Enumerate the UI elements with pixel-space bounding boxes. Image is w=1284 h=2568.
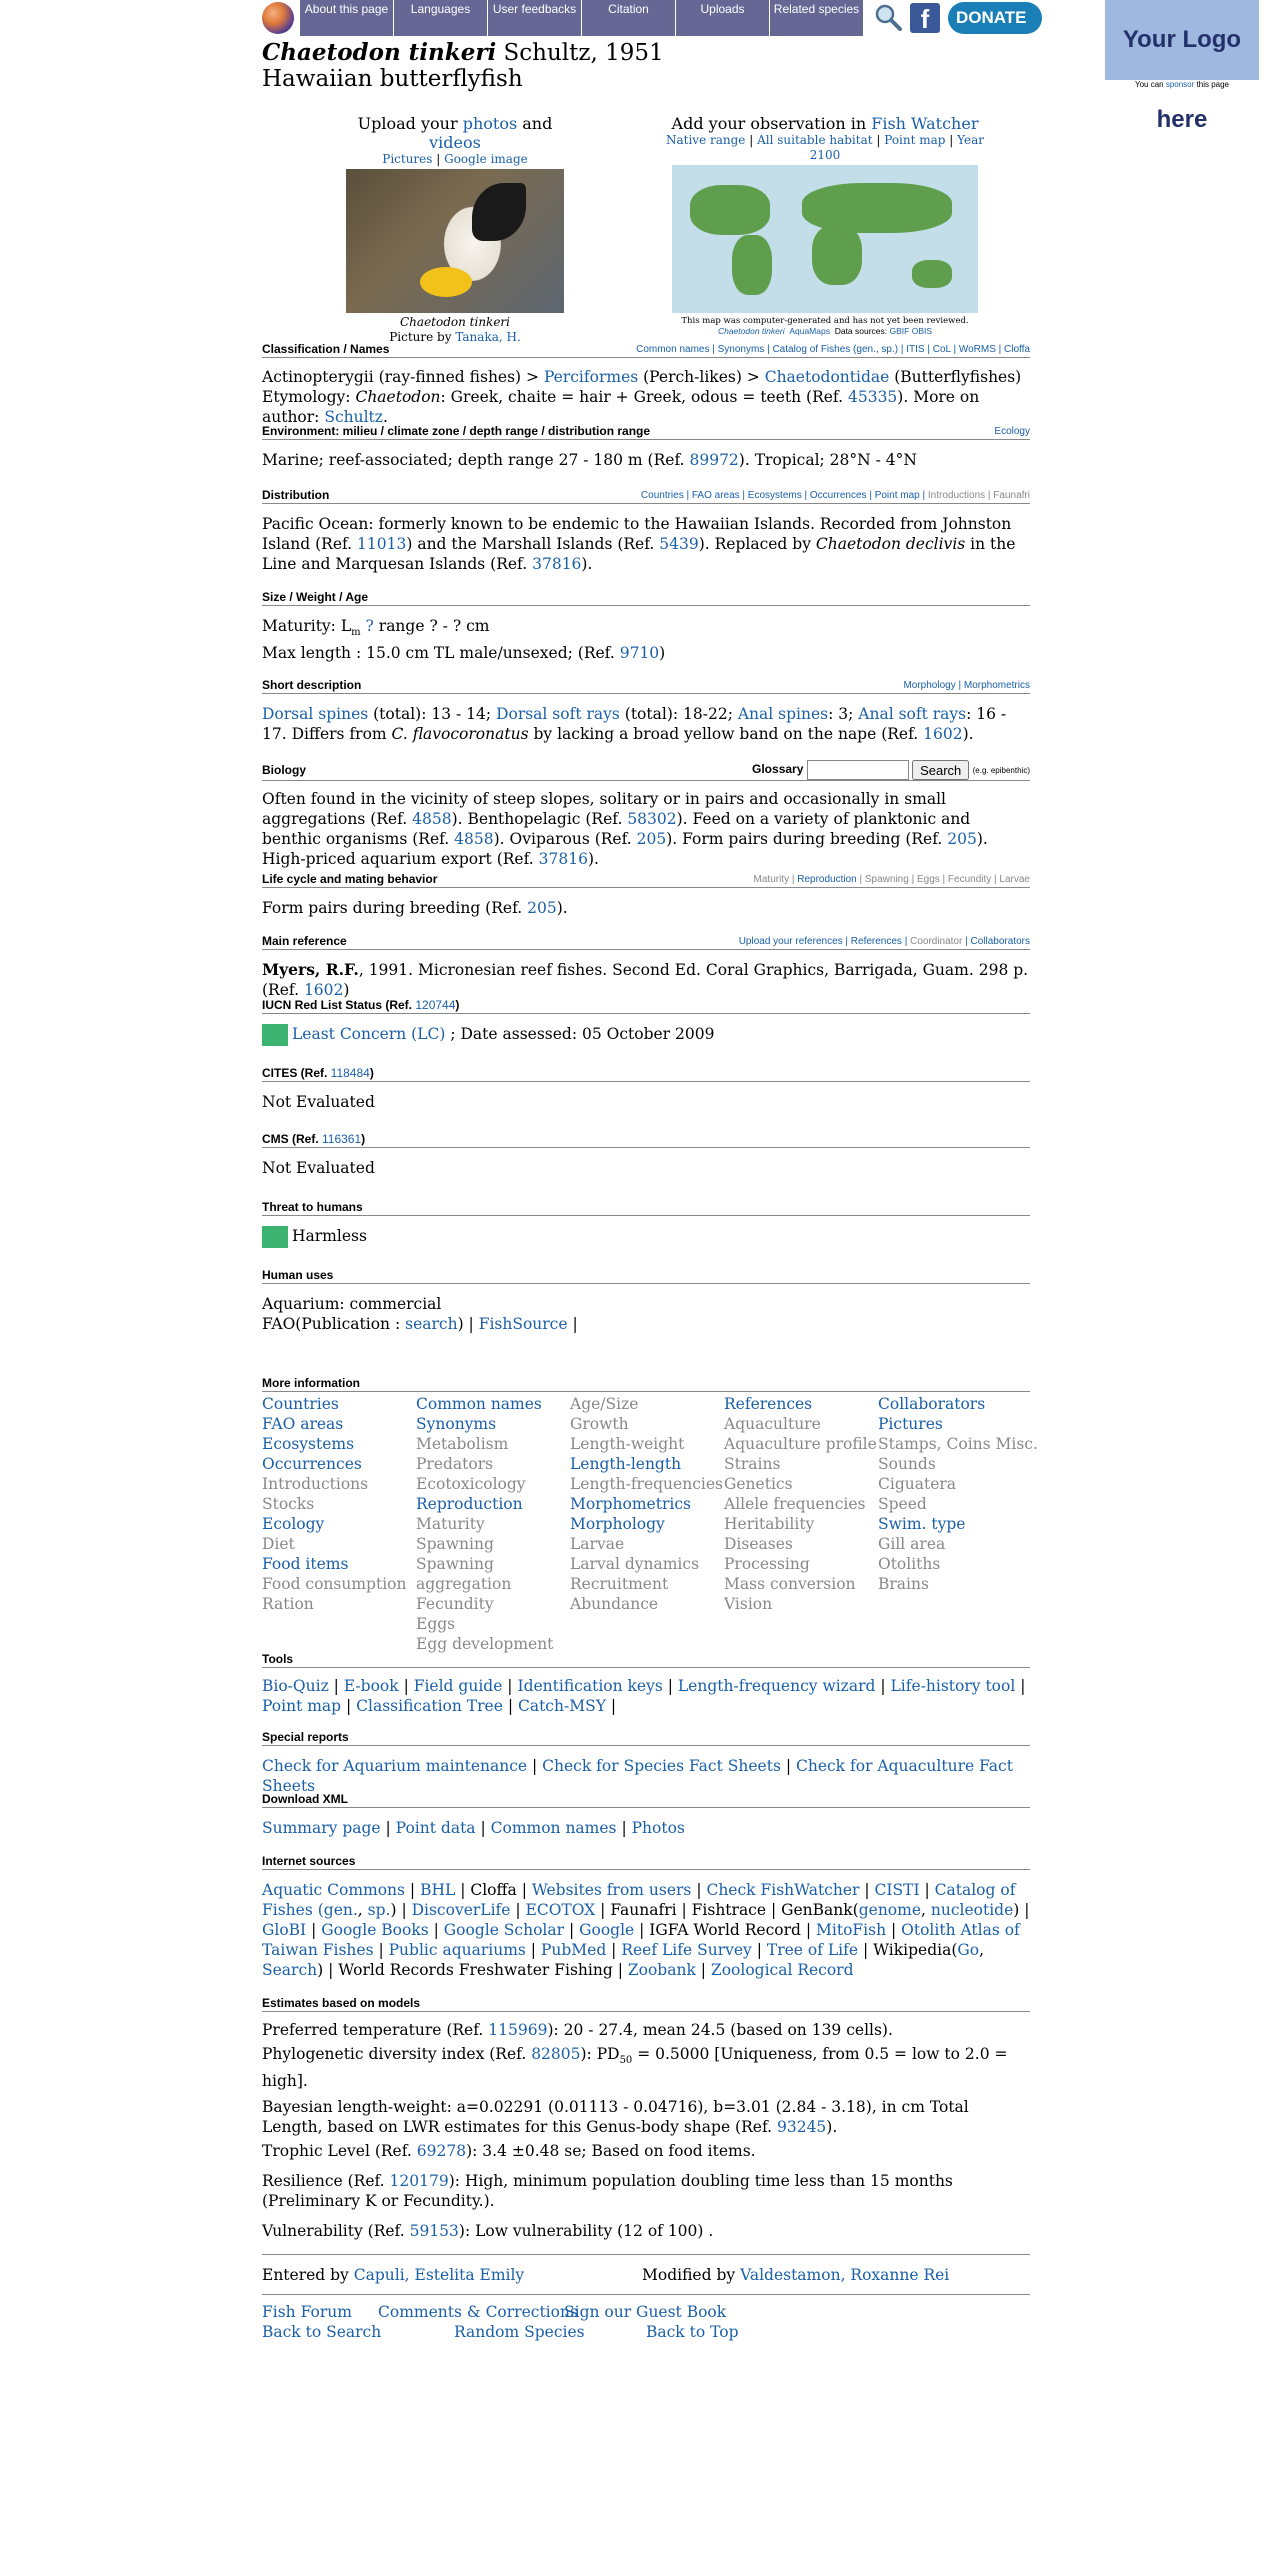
ref-link[interactable]: 115969	[488, 2021, 548, 2039]
photo-panel: Upload your photos and videos Pictures | Google image Chaetodon tinkeri Picture by Tanaka, H.	[330, 114, 580, 345]
internet-source-item[interactable]: BHL	[420, 1881, 456, 1899]
internet-source-item[interactable]: Go	[957, 1941, 980, 1959]
more-info-item: aggregation	[416, 1575, 512, 1593]
life-cycle-section: Life cycle and mating behavior Maturity | Reproduction | Spawning | Eggs | Fecundity | Larvae Form pairs during breeding (Ref. 205).	[262, 872, 1030, 917]
ref-link[interactable]: 11013	[357, 535, 407, 553]
more-info-item: Age/Size	[570, 1395, 639, 1413]
map-panel: Add your observation in Fish Watcher Native range | All suitable habitat | Point map | Year 2100 This map was computer-generated and has not yet been reviewed. Chaetodon tinkeri AquaMaps Data sources: GBIF OBIS	[660, 114, 990, 336]
cites-section: CITES (Ref. 118484) Not Evaluated	[262, 1066, 1030, 1112]
more-info-column	[262, 1394, 416, 1654]
internet-source-item[interactable]: Check FishWatcher	[706, 1881, 860, 1899]
suitable-habitat-link[interactable]: All suitable habitat	[757, 133, 873, 147]
internet-source-item[interactable]: genome	[858, 1901, 921, 1919]
guest-book-link[interactable]: Sign our Guest Book	[564, 2303, 727, 2321]
ref-link[interactable]: 37816	[532, 555, 582, 573]
internet-source-item[interactable]: DiscoverLife	[411, 1901, 511, 1919]
facebook-icon[interactable]: f	[910, 3, 940, 33]
ref-link[interactable]: 120179	[389, 2172, 449, 2191]
download-xml-section: Download XML Summary page | Point data | Common names | Photos	[262, 1792, 1030, 1838]
back-to-top-link[interactable]: Back to Top	[646, 2323, 739, 2341]
internet-source-item[interactable]: CISTI	[874, 1881, 920, 1899]
more-info-item: Larvae	[570, 1535, 625, 1553]
more-info-item: Diet	[262, 1535, 295, 1553]
list-link[interactable]: Check for Species Fact Sheets	[542, 1757, 781, 1775]
upload-videos-link[interactable]: videos	[429, 133, 481, 152]
biology-section: Biology Glossary Search (e.g. epibenthic) Often found in the vicinity of steep slopes, solitary or in pairs and occasionally in small aggregations (Ref. 4858). Benthopelagic (Ref. 58302). Feed on a variety of planktonic and benthic organisms (Ref. 4858). Oviparous (Ref. 205). Form pairs during breeding (Ref. 205). High-priced aquarium export (Ref. 37816).	[262, 760, 1030, 869]
more-info-item[interactable]: Pictures	[878, 1415, 943, 1433]
more-info-column	[724, 1394, 878, 1654]
internet-source-item: Fishtrace	[691, 1901, 767, 1919]
special-reports-section: Special reports Check for Aquarium maintenance | Check for Species Fact Sheets | Check for Aquaculture Fact Sheets	[262, 1730, 1030, 1796]
more-info-item: Ecotoxicology	[416, 1475, 526, 1493]
obis-link[interactable]: OBIS	[911, 326, 933, 336]
dorsal-spines-link[interactable]: Dorsal spines	[262, 705, 369, 723]
iucn-status-link[interactable]: Least Concern (LC)	[292, 1025, 446, 1043]
more-info-item[interactable]: Food items	[262, 1555, 349, 1573]
donate-button[interactable]: DONATE	[948, 2, 1042, 34]
modified-by-link[interactable]: Valdestamon, Roxanne Rei	[740, 2266, 950, 2284]
ref-link[interactable]: 4858	[412, 810, 452, 828]
list-link[interactable]: Catch-MSY	[517, 1697, 606, 1715]
internet-source-item: IGFA World Record	[649, 1921, 801, 1939]
more-info-item[interactable]: Synonyms	[416, 1415, 497, 1433]
map-species-link[interactable]: Chaetodon tinkeri	[717, 326, 785, 336]
more-info-item: Larval dynamics	[570, 1555, 700, 1573]
internet-source-item[interactable]: gen.	[323, 1901, 358, 1919]
more-info-item: Genetics	[724, 1475, 793, 1493]
ecology-link[interactable]: Ecology	[994, 426, 1030, 437]
internet-source-item[interactable]: sp.	[367, 1901, 391, 1919]
list-link[interactable]: Identification keys	[517, 1677, 663, 1695]
fishbase-globe-logo[interactable]	[262, 2, 294, 34]
author-link[interactable]: Schultz	[324, 408, 383, 426]
glossary-input[interactable]	[807, 760, 909, 780]
ref-link[interactable]: 93245	[776, 2118, 827, 2137]
native-range-link[interactable]: Native range	[665, 133, 746, 147]
ref-link[interactable]: 4858	[454, 830, 494, 848]
internet-source-item: Faunafri	[610, 1901, 677, 1919]
main-reference-section: Main reference Upload your references | References | Coordinator | Collaborators Myers, R.F., 1991. Micronesian reef fishes. Second Ed. Coral Graphics, Barrigada, Guam. 298 p. (Ref. 1602)	[262, 934, 1030, 999]
nav-tab-citation[interactable]: Citation	[582, 0, 676, 36]
list-link[interactable]: Point map	[262, 1697, 342, 1715]
internet-source-item[interactable]: Tree of Life	[766, 1941, 859, 1959]
more-info-item: Growth	[570, 1415, 629, 1433]
more-info-item: Processing	[724, 1555, 810, 1573]
more-info-column	[878, 1394, 1038, 1654]
internet-source-item: ,	[979, 1941, 985, 1959]
nav-tab-uploads[interactable]: Uploads	[676, 0, 770, 36]
more-info-item: Aquaculture	[724, 1415, 821, 1433]
more-info-item: Allele frequencies	[724, 1495, 866, 1513]
more-info-item: Heritability	[724, 1515, 815, 1533]
ref-link[interactable]: 82805	[531, 2045, 581, 2063]
etymology-line: Etymology: Chaetodon: Greek, chaite = hair + Greek, odous = teeth (Ref. 45335). More on author: Schultz.	[262, 388, 980, 426]
sponsor-note: You can sponsor this page	[1134, 80, 1229, 89]
internet-source-item: GenBank(	[781, 1901, 859, 1919]
reference-links[interactable]: Upload your references | References |	[738, 936, 911, 947]
internet-source-item[interactable]: Websites from users	[531, 1881, 692, 1899]
ref-link[interactable]: 89972	[689, 451, 739, 469]
more-information-section: More information Countries FAO areas Ecosystems Occurrences Introductions Stocks Ecology Diet Food items Food consumption Ration Common names Synonyms Metabolism Predators Ecotoxicology Reproduction Maturity Spawning Spawning aggregation Fecundity Eggs Egg development Age/Size Growth Length-weight Length-length Length-frequencies Morphometrics Morphology Larvae Larval dynamics Recruitment Abundance References Aquaculture Aquaculture profile Strains Genetics Allele frequencies Heritability Diseases Processing Mass conversion Vision Collaborators Pictures Stamps, Coins Misc. Sounds Ciguatera Speed Swim. type Gill area Otoliths Brains	[262, 1376, 1038, 1653]
internet-source-item[interactable]: Google Books	[321, 1921, 429, 1939]
more-info-item: Food consumption	[262, 1575, 407, 1593]
internet-source-item[interactable]: PubMed	[540, 1941, 607, 1959]
more-info-item: Spawning	[416, 1555, 494, 1573]
internet-source-item: Wikipedia(	[873, 1941, 958, 1959]
more-info-item[interactable]: Occurrences	[262, 1455, 362, 1473]
random-species-link[interactable]: Random Species	[454, 2323, 585, 2341]
nav-tab-user-feedbacks[interactable]: User feedbacks	[488, 0, 582, 36]
internet-source-item: Cloffa	[470, 1881, 517, 1899]
more-info-item: Sounds	[878, 1455, 936, 1473]
ref-link[interactable]: 59153	[409, 2222, 459, 2241]
more-info-item[interactable]: Reproduction	[416, 1495, 523, 1513]
distribution-section: Distribution Countries | FAO areas | Ecosystems | Occurrences | Point map | Introductions | Faunafri Pacific Ocean: formerly known to be endemic to the Hawaiian Islands. Recorded from Johnston Island (Ref. 11013) and the Marshall Islands (Ref. 5439). Replaced by Chaetodon declivis in the Line and Marquesan Islands (Ref. 37816).	[262, 488, 1030, 573]
fish-watcher-link[interactable]: Fish Watcher	[871, 114, 979, 133]
internet-source-item[interactable]: nucleotide	[930, 1901, 1014, 1919]
species-author: Schultz, 1951	[496, 40, 664, 66]
ref-link[interactable]: 45335	[847, 388, 898, 406]
upload-photos-link[interactable]: photos	[462, 114, 518, 133]
more-info-item: Maturity	[416, 1515, 485, 1533]
more-info-item[interactable]: Collaborators	[878, 1395, 986, 1413]
ref-link[interactable]: 205	[527, 899, 557, 917]
ref-link[interactable]: 58302	[627, 810, 677, 828]
ref-link[interactable]: 118484	[330, 1066, 370, 1080]
photo-caption: Chaetodon tinkeri	[400, 315, 510, 329]
sponsor-logo-placeholder[interactable]: Your Logo here	[1105, 0, 1259, 80]
internet-source-item: ,	[921, 1901, 931, 1919]
perciformes-link[interactable]: Perciformes	[543, 368, 639, 386]
google-image-link[interactable]: Google image	[444, 152, 528, 166]
more-info-item: Introductions	[262, 1475, 369, 1493]
more-info-item: Length-weight	[570, 1435, 685, 1453]
more-info-item: Eggs	[416, 1615, 456, 1633]
reproduction-link[interactable]: Reproduction	[797, 874, 857, 885]
more-info-item[interactable]: Countries	[262, 1395, 339, 1413]
list-link[interactable]: Length-frequency wizard	[677, 1677, 876, 1695]
cms-section: CMS (Ref. 116361) Not Evaluated	[262, 1132, 1030, 1178]
internet-source-item: ,	[357, 1901, 368, 1919]
internet-source-item[interactable]: MitoFish	[816, 1921, 887, 1939]
internet-source-item[interactable]: Aquatic Commons	[262, 1881, 405, 1899]
ref-link[interactable]: 69278	[416, 2142, 467, 2161]
point-map-link[interactable]: Point map	[884, 133, 946, 147]
internet-source-item[interactable]: Zoobank	[627, 1961, 696, 1979]
ref-link[interactable]: 37816	[538, 850, 588, 868]
more-info-item[interactable]: Common names	[416, 1395, 542, 1413]
more-info-item: Abundance	[570, 1595, 659, 1613]
more-info-item[interactable]: Length-length	[570, 1455, 682, 1473]
status-color-square	[262, 1024, 288, 1046]
more-info-item[interactable]: Morphometrics	[570, 1495, 691, 1513]
top-bar	[262, 0, 1042, 36]
anal-soft-rays-link[interactable]: Anal soft rays	[858, 705, 967, 723]
internet-source-item[interactable]: Google Scholar	[443, 1921, 565, 1939]
list-link[interactable]: Photos	[631, 1819, 685, 1837]
more-info-item: Strains	[724, 1455, 781, 1473]
glossary-search-button[interactable]: Search	[912, 760, 969, 780]
internet-source-item: )	[390, 1901, 397, 1919]
more-info-item: Recruitment	[570, 1575, 669, 1593]
classification-line: Actinopterygii (ray-finned fishes) > Perciformes (Perch-likes) > Chaetodontidae (Butterflyfishes)	[262, 368, 1022, 386]
anal-spines-link[interactable]: Anal spines	[737, 705, 829, 723]
fish-photo[interactable]	[346, 169, 564, 313]
distribution-links[interactable]: Countries | FAO areas | Ecosystems | Occurrences | Point map |	[640, 490, 928, 501]
ref-link[interactable]: 9710	[619, 644, 660, 663]
more-info-item: Stocks	[262, 1495, 315, 1513]
tools-section: Tools Bio-Quiz | E-book | Field guide | Identification keys | Length-frequency wizard | Life-history tool | Point map | Classification Tree | Catch-MSY |	[262, 1652, 1030, 1716]
more-info-column	[570, 1394, 724, 1654]
dorsal-soft-rays-link[interactable]: Dorsal soft rays	[496, 705, 620, 723]
back-to-search-link[interactable]: Back to Search	[262, 2323, 382, 2341]
more-info-item: Diseases	[724, 1535, 793, 1553]
iucn-section: IUCN Red List Status (Ref. 120744) Least Concern (LC) ; Date assessed: 05 October 2009	[262, 998, 1030, 1046]
ref-link[interactable]: 205	[636, 830, 667, 848]
more-info-item: Speed	[878, 1495, 927, 1513]
internet-source-item[interactable]: Zoological Record	[710, 1961, 854, 1979]
chaetodontidae-link[interactable]: Chaetodontidae	[764, 368, 890, 386]
section-heading: Classification / Names Common names | Synonyms | Catalog of Fishes (gen., sp.) | ITIS | CoL | WoRMS | Cloffa	[262, 342, 1030, 356]
year-2100-link[interactable]: Year 2100	[809, 133, 985, 162]
morphology-links[interactable]: Morphology | Morphometrics	[903, 680, 1030, 691]
more-info-item: Gill area	[878, 1535, 946, 1553]
threat-section: Threat to humans Harmless	[262, 1200, 1030, 1248]
estimates-section: Estimates based on models Preferred temperature (Ref. 115969): 20 - 27.4, mean 24.5 (based on 139 cells). Phylogenetic diversity index (Ref. 82805): $PD_{50} = 0.5000$ [Uniqueness, from 0.5 = low to 2.0 = high]. Bayesian length-weight: a=0.02291 (0.01113 - 0.04716), b=3.01 (2.84 - 3.18), in cm Total Length, based on LWR estimates for this Genus-body shape (Ref. 93245). Trophic Level (Ref. 69278): 3.4 ±0.48 se; Based on food items. Resilience (Ref. 120179): High, minimum population doubling time less than 15 months (Preliminary K or Fecundity.). Vulnerability (Ref. 59153): Low vulnerability (12 of 100) .	[262, 1996, 1030, 2241]
more-info-item: Length-frequencies	[570, 1475, 723, 1493]
more-info-item: Aquaculture profile	[724, 1435, 877, 1453]
list-link[interactable]: Check for Aquarium maintenance	[262, 1757, 528, 1775]
nav-tab-languages[interactable]: Languages	[394, 0, 488, 36]
internet-source-item[interactable]: GloBI	[262, 1921, 307, 1939]
internet-source-item: World Records Freshwater Fishing	[338, 1961, 613, 1979]
more-info-item[interactable]: References	[724, 1395, 813, 1413]
pictures-link[interactable]: Pictures	[382, 152, 433, 166]
environment-section: Environment: milieu / climate zone / depth range / distribution range Ecology Marine; reef-associated; depth range 27 - 180 m (Ref. 89972). Tropical; 28°N - 4°N	[262, 424, 1030, 469]
more-info-item: Mass conversion	[724, 1575, 856, 1593]
gbif-link[interactable]: GBIF	[889, 326, 910, 336]
size-section: Size / Weight / Age Maturity: $L_m$ ? range ? - ? cm Max length : 15.0 cm TL male/unsexed; (Ref. 9710)	[262, 590, 1030, 663]
more-info-item: Stamps, Coins Misc.	[878, 1435, 1038, 1453]
list-link[interactable]: Classification Tree	[356, 1697, 503, 1715]
ref-link[interactable]: 5439	[659, 535, 699, 553]
more-info-item: Ciguatera	[878, 1475, 957, 1493]
more-information-grid	[262, 1394, 1038, 1654]
more-info-column	[416, 1394, 570, 1654]
list-link[interactable]: E-book	[343, 1677, 399, 1695]
list-link[interactable]: Life-history tool	[890, 1677, 1016, 1695]
maturity-link[interactable]: ?	[360, 617, 374, 635]
internet-source-item[interactable]: Public aquariums	[388, 1941, 526, 1959]
more-info-item[interactable]: Ecology	[262, 1515, 325, 1533]
more-info-item: Vision	[724, 1595, 773, 1613]
more-info-item[interactable]: Swim. type	[878, 1515, 966, 1533]
ref-link[interactable]: 1602	[923, 725, 963, 743]
more-info-item: Ration	[262, 1595, 314, 1613]
main-nav	[300, 0, 864, 36]
internet-source-item[interactable]: Otolith Atlas of Taiwan Fishes	[262, 1921, 1020, 1959]
internet-source-item: )	[1013, 1901, 1020, 1919]
more-info-item: Otoliths	[878, 1555, 941, 1573]
threat-color-square	[262, 1226, 288, 1248]
more-info-item[interactable]: Ecosystems	[262, 1435, 355, 1453]
nav-tab-related-species[interactable]: Related species	[770, 0, 864, 36]
internet-source-item[interactable]: Reef Life Survey	[621, 1941, 752, 1959]
common-name: Hawaiian butterflyfish	[262, 66, 523, 92]
ref-link[interactable]: 120744	[415, 998, 456, 1012]
internet-source-item[interactable]: Search	[262, 1961, 318, 1979]
page-title	[262, 40, 664, 92]
more-info-item: Fecundity	[416, 1595, 494, 1613]
aquamaps-link[interactable]: AquaMaps	[789, 326, 830, 336]
fao-search-link[interactable]: search	[405, 1315, 458, 1333]
human-uses-section: Human uses Aquarium: commercial FAO(Publication : search) | FishSource |	[262, 1268, 1030, 1334]
more-info-item: Spawning	[416, 1535, 494, 1553]
more-info-item: Predators	[416, 1455, 494, 1473]
classification-links[interactable]: Common names | Synonyms | Catalog of Fishes (gen., sp.) | ITIS | CoL | WoRMS | Cloffa	[636, 344, 1030, 355]
species-name: Chaetodon tinkeri	[262, 39, 497, 66]
list-link[interactable]: Common names	[490, 1819, 617, 1837]
ref-link[interactable]: 205	[947, 830, 977, 848]
internet-source-item: )	[317, 1961, 324, 1979]
ref-link[interactable]: 116361	[322, 1132, 362, 1146]
map-note: This map was computer-generated and has not yet been reviewed.	[681, 316, 969, 326]
photographer-link[interactable]: Tanaka, H.	[455, 330, 521, 344]
fish-forum-link[interactable]: Fish Forum	[262, 2303, 352, 2321]
search-icon[interactable]	[874, 3, 902, 31]
ref-link[interactable]: 1602	[303, 981, 344, 999]
more-info-item: Metabolism	[416, 1435, 509, 1453]
more-info-item: Brains	[878, 1575, 929, 1593]
short-description-section: Short description Morphology | Morphometrics Dorsal spines (total): 13 - 14; Dorsal soft rays (total): 18-22; Anal spines: 3; Anal soft rays: 16 - 17. Differs from C. flavocoronatus by lacking a broad yellow band on the nape (Ref. 1602).	[262, 678, 1030, 743]
internet-source-item[interactable]: ECOTOX	[525, 1901, 596, 1919]
list-link[interactable]: Summary page	[262, 1819, 381, 1837]
list-link[interactable]: Field guide	[413, 1677, 503, 1695]
fishsource-link[interactable]: FishSource	[478, 1315, 568, 1333]
more-info-item[interactable]: Morphology	[570, 1515, 665, 1533]
internet-sources-section: Internet sources Aquatic Commons | BHL | Cloffa | Websites from users | Check FishWatcher | CISTI | Catalog of Fishes (gen., sp.) | DiscoverLife | ECOTOX | Faunafri | Fishtrace | GenBank(genome, nucleotide) | GloBI | Google Books | Google Scholar | Google | IGFA World Record | MitoFish | Otolith Atlas of Taiwan Fishes | Public aquariums | PubMed | Reef Life Survey | Tree of Life | Wikipedia(Go, Search) | World Records Freshwater Fishing | Zoobank | Zoological Record	[262, 1854, 1030, 1979]
list-link[interactable]: Point data	[395, 1819, 476, 1837]
list-link[interactable]: Check for Aquaculture Fact Sheets	[262, 1757, 1013, 1795]
sponsor-link[interactable]: sponsor	[1165, 80, 1195, 89]
nav-tab-about[interactable]: About this page	[300, 0, 394, 36]
classification-section	[262, 342, 1030, 427]
distribution-map[interactable]	[672, 165, 978, 313]
comments-link[interactable]: Comments & Corrections	[378, 2303, 578, 2321]
more-info-item[interactable]: FAO areas	[262, 1415, 344, 1433]
internet-source-item[interactable]: Google	[579, 1921, 635, 1939]
more-info-item: Egg development	[416, 1635, 554, 1653]
list-link[interactable]: Bio-Quiz	[262, 1677, 329, 1695]
internet-source-item[interactable]: Catalog of Fishes (	[262, 1881, 1016, 1919]
entered-by-link[interactable]: Capuli, Estelita Emily	[353, 2266, 525, 2284]
